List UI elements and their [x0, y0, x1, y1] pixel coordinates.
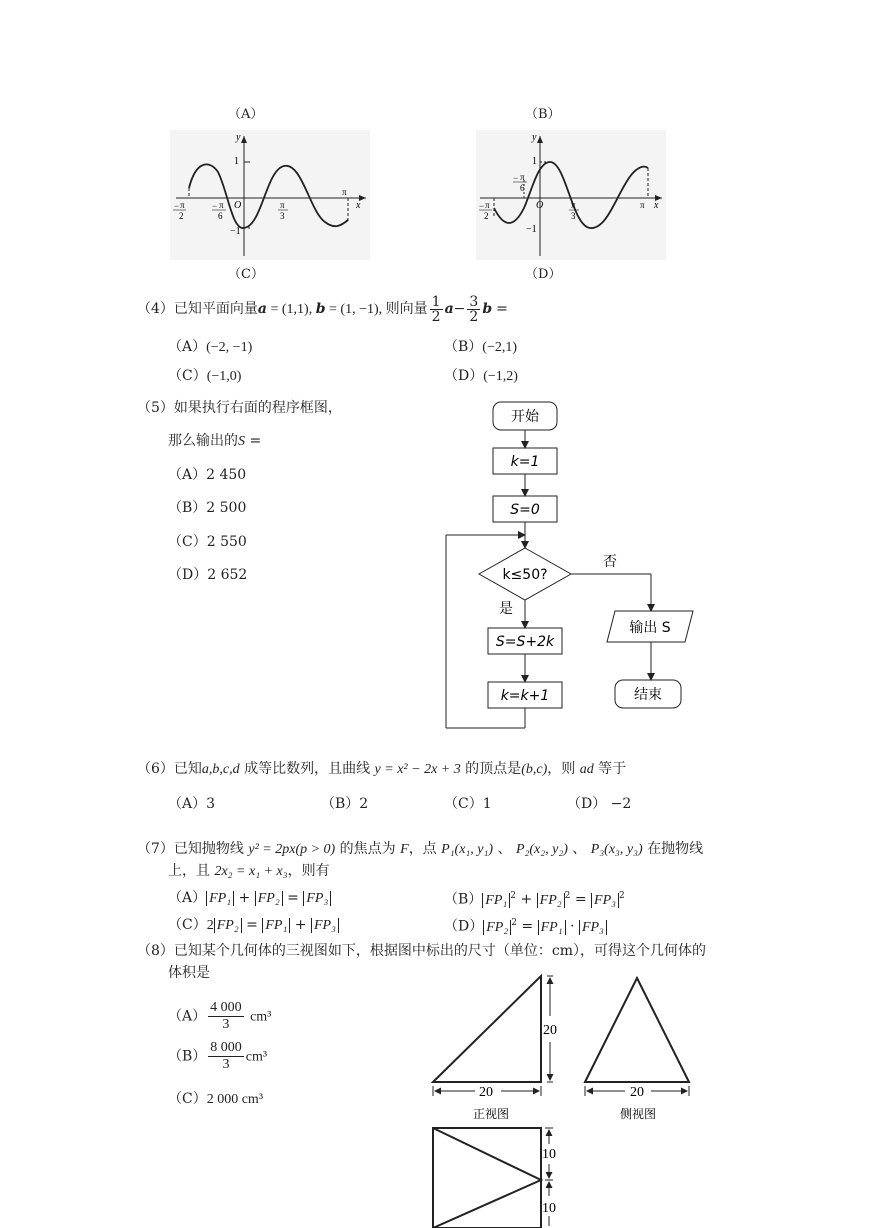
- graph-d-tick-neg1: −1: [526, 224, 537, 235]
- top-dim-2: 10: [542, 1201, 556, 1216]
- graph-c-tick-6: 6: [218, 211, 223, 221]
- front-dim-w: 20: [479, 1085, 493, 1100]
- q4-frac-half: $\frac{1}{2}$: [431, 293, 441, 325]
- q8-option-a[interactable]: （A） $\frac{4 000}{3}$ cm³: [168, 1000, 272, 1032]
- q5-stem-line2: 那么输出的S =: [168, 433, 262, 449]
- flow-update-k: k=k+1: [500, 688, 550, 704]
- top-dim-1: 10: [542, 1147, 556, 1162]
- q4-stem: （4）已知平面向量a = (1,1), b = (1, −1), 则向量 $\frac{1}{2}$ a− $\frac{3}{2}$ b =: [137, 293, 508, 325]
- q4-vec-a-val: = (1,1),: [267, 302, 316, 317]
- graph-c-tick-2: 2: [179, 211, 184, 221]
- graph-c-tick-neg-pi6: π: [219, 200, 224, 210]
- q4-frac-three-halves: $\frac{3}{2}$: [469, 293, 479, 325]
- front-dim-h: 20: [543, 1023, 557, 1038]
- q8-option-b[interactable]: （B） $\frac{8 000}{3}$ cm³: [168, 1040, 268, 1072]
- front-caption: 正视图: [473, 1107, 510, 1121]
- q7-option-d[interactable]: （D） FP₂ $^2$ = FP₁ · FP₃: [444, 914, 607, 937]
- graph-d-x-label: x: [654, 200, 659, 211]
- q7-stem-line1: （7）已知抛物线 y² = 2px(p > 0) 的焦点为 F，点 P₁(x₁, y₁) 、 P₂(x₂, y₂) 、 P₃(x₃, y₃) 在抛物线: [137, 841, 704, 857]
- q4-stem-b: 则向量: [385, 301, 428, 317]
- graph-d-origin: O: [536, 200, 544, 211]
- svg-text:−: −: [479, 201, 485, 211]
- q6-option-a[interactable]: （A）3: [168, 796, 216, 812]
- svg-text:−: −: [212, 201, 218, 211]
- flow-no: 否: [603, 554, 617, 570]
- graph-c-tick-3: 3: [280, 211, 285, 221]
- graph-d-tick-6: 6: [520, 183, 525, 193]
- graph-c-origin: O: [234, 200, 242, 211]
- graph-d-tick-1: 1: [532, 156, 537, 167]
- flowchart: [440, 398, 700, 733]
- graph-c-x-label: x: [356, 200, 361, 211]
- graph-c-tick-neg-pi: π: [180, 200, 185, 210]
- q4-number: （4）: [137, 301, 174, 317]
- q7-option-c[interactable]: （C）2 FP₂ = FP₁ + FP₃: [168, 916, 339, 935]
- q5-option-c[interactable]: （C）2 550: [168, 534, 247, 550]
- q6-option-c[interactable]: （C）1: [444, 796, 492, 812]
- graph-c-tick-1: 1: [234, 156, 239, 167]
- svg-text:−: −: [174, 201, 180, 211]
- front-view-triangle: [433, 976, 541, 1082]
- q7-option-b[interactable]: （B） FP₁ $^2$ + FP₂ $^2$ = FP₃ $^2$: [444, 891, 625, 908]
- graph-d-tick-neg-pi6: π: [520, 172, 525, 182]
- graph-d-tick-3: 3: [571, 211, 576, 221]
- q5-option-d[interactable]: （D）2 652: [168, 567, 248, 583]
- flow-init-k: k=1: [510, 454, 540, 470]
- q4-option-c[interactable]: （C）(−1,0): [168, 368, 242, 384]
- flow-init-s: S=0: [510, 502, 540, 518]
- q5-stem-line1: （5）如果执行右面的程序框图，: [137, 400, 342, 416]
- graph-d-y-label: y: [532, 132, 537, 143]
- graph-label-d: （D）: [525, 267, 562, 282]
- graph-d-tick-pi: π: [640, 200, 645, 210]
- flow-update-s: S=S+2k: [495, 634, 555, 650]
- graph-c-tick-pi3: π: [280, 200, 285, 210]
- q4-stem-a: 已知平面向量: [173, 301, 258, 317]
- graph-c-y-label: y: [236, 132, 241, 143]
- graph-label-a: （A）: [228, 107, 264, 122]
- top-view-rect: [433, 1128, 541, 1228]
- flow-start: 开始: [511, 409, 539, 425]
- graph-c-tick-pi: π: [342, 187, 347, 197]
- q5-option-a[interactable]: （A）2 450: [168, 467, 247, 483]
- graph-label-b: （B）: [525, 107, 561, 122]
- q4-option-b[interactable]: （B）(−2,1): [444, 339, 518, 355]
- q4-vec-b: b: [315, 301, 326, 317]
- q8-stem-line1: （8）已知某个几何体的三视图如下，根据图中标出的尺寸（单位：cm），可得这个几何体的: [137, 943, 707, 959]
- q6-option-b[interactable]: （B）2: [321, 796, 369, 812]
- graph-d: [476, 130, 666, 260]
- q8-stem-line2: 体积是: [168, 965, 210, 981]
- flow-end: 结束: [634, 687, 662, 703]
- graph-label-c: （C）: [228, 267, 264, 282]
- q8-option-c[interactable]: （C）2 000 cm³: [168, 1091, 264, 1107]
- q6-option-d[interactable]: （D） −2: [567, 796, 632, 812]
- three-views: [425, 970, 705, 1228]
- side-caption: 侧视图: [620, 1107, 657, 1121]
- q6-stem: （6）已知a,b,c,d 成等比数列，且曲线 y = x² − 2x + 3 的顶点是(b,c)，则 ad 等于: [137, 761, 627, 777]
- q7-option-a[interactable]: （A） FP₁ + FP₂ = FP₃: [168, 889, 331, 908]
- q4-option-a[interactable]: （A）(−2, −1): [168, 339, 253, 355]
- flow-cond: k≤50?: [502, 567, 548, 583]
- q4-vec-a: a: [257, 301, 267, 317]
- graph-d-tick-pi3: π: [571, 200, 576, 210]
- q4-option-d[interactable]: （D）(−1,2): [444, 368, 518, 384]
- graph-d-tick-2: 2: [484, 211, 489, 221]
- flow-yes: 是: [499, 601, 513, 617]
- graph-c-tick-neg1: −1: [230, 226, 241, 237]
- graph-c: [170, 130, 370, 260]
- side-dim-w: 20: [630, 1085, 644, 1100]
- q7-stem-line2: 上，且 2x₂ = x₁ + x₃，则有: [168, 863, 330, 879]
- svg-text:−: −: [513, 173, 519, 183]
- top-view-triangle: [433, 1128, 541, 1228]
- q5-option-b[interactable]: （B）2 500: [168, 500, 247, 516]
- q4-vec-b-val: = (1, −1),: [325, 302, 386, 317]
- side-view-triangle: [585, 978, 689, 1082]
- graph-d-tick-neg-pi2: π: [485, 200, 490, 210]
- flow-output: 输出 S: [629, 620, 671, 636]
